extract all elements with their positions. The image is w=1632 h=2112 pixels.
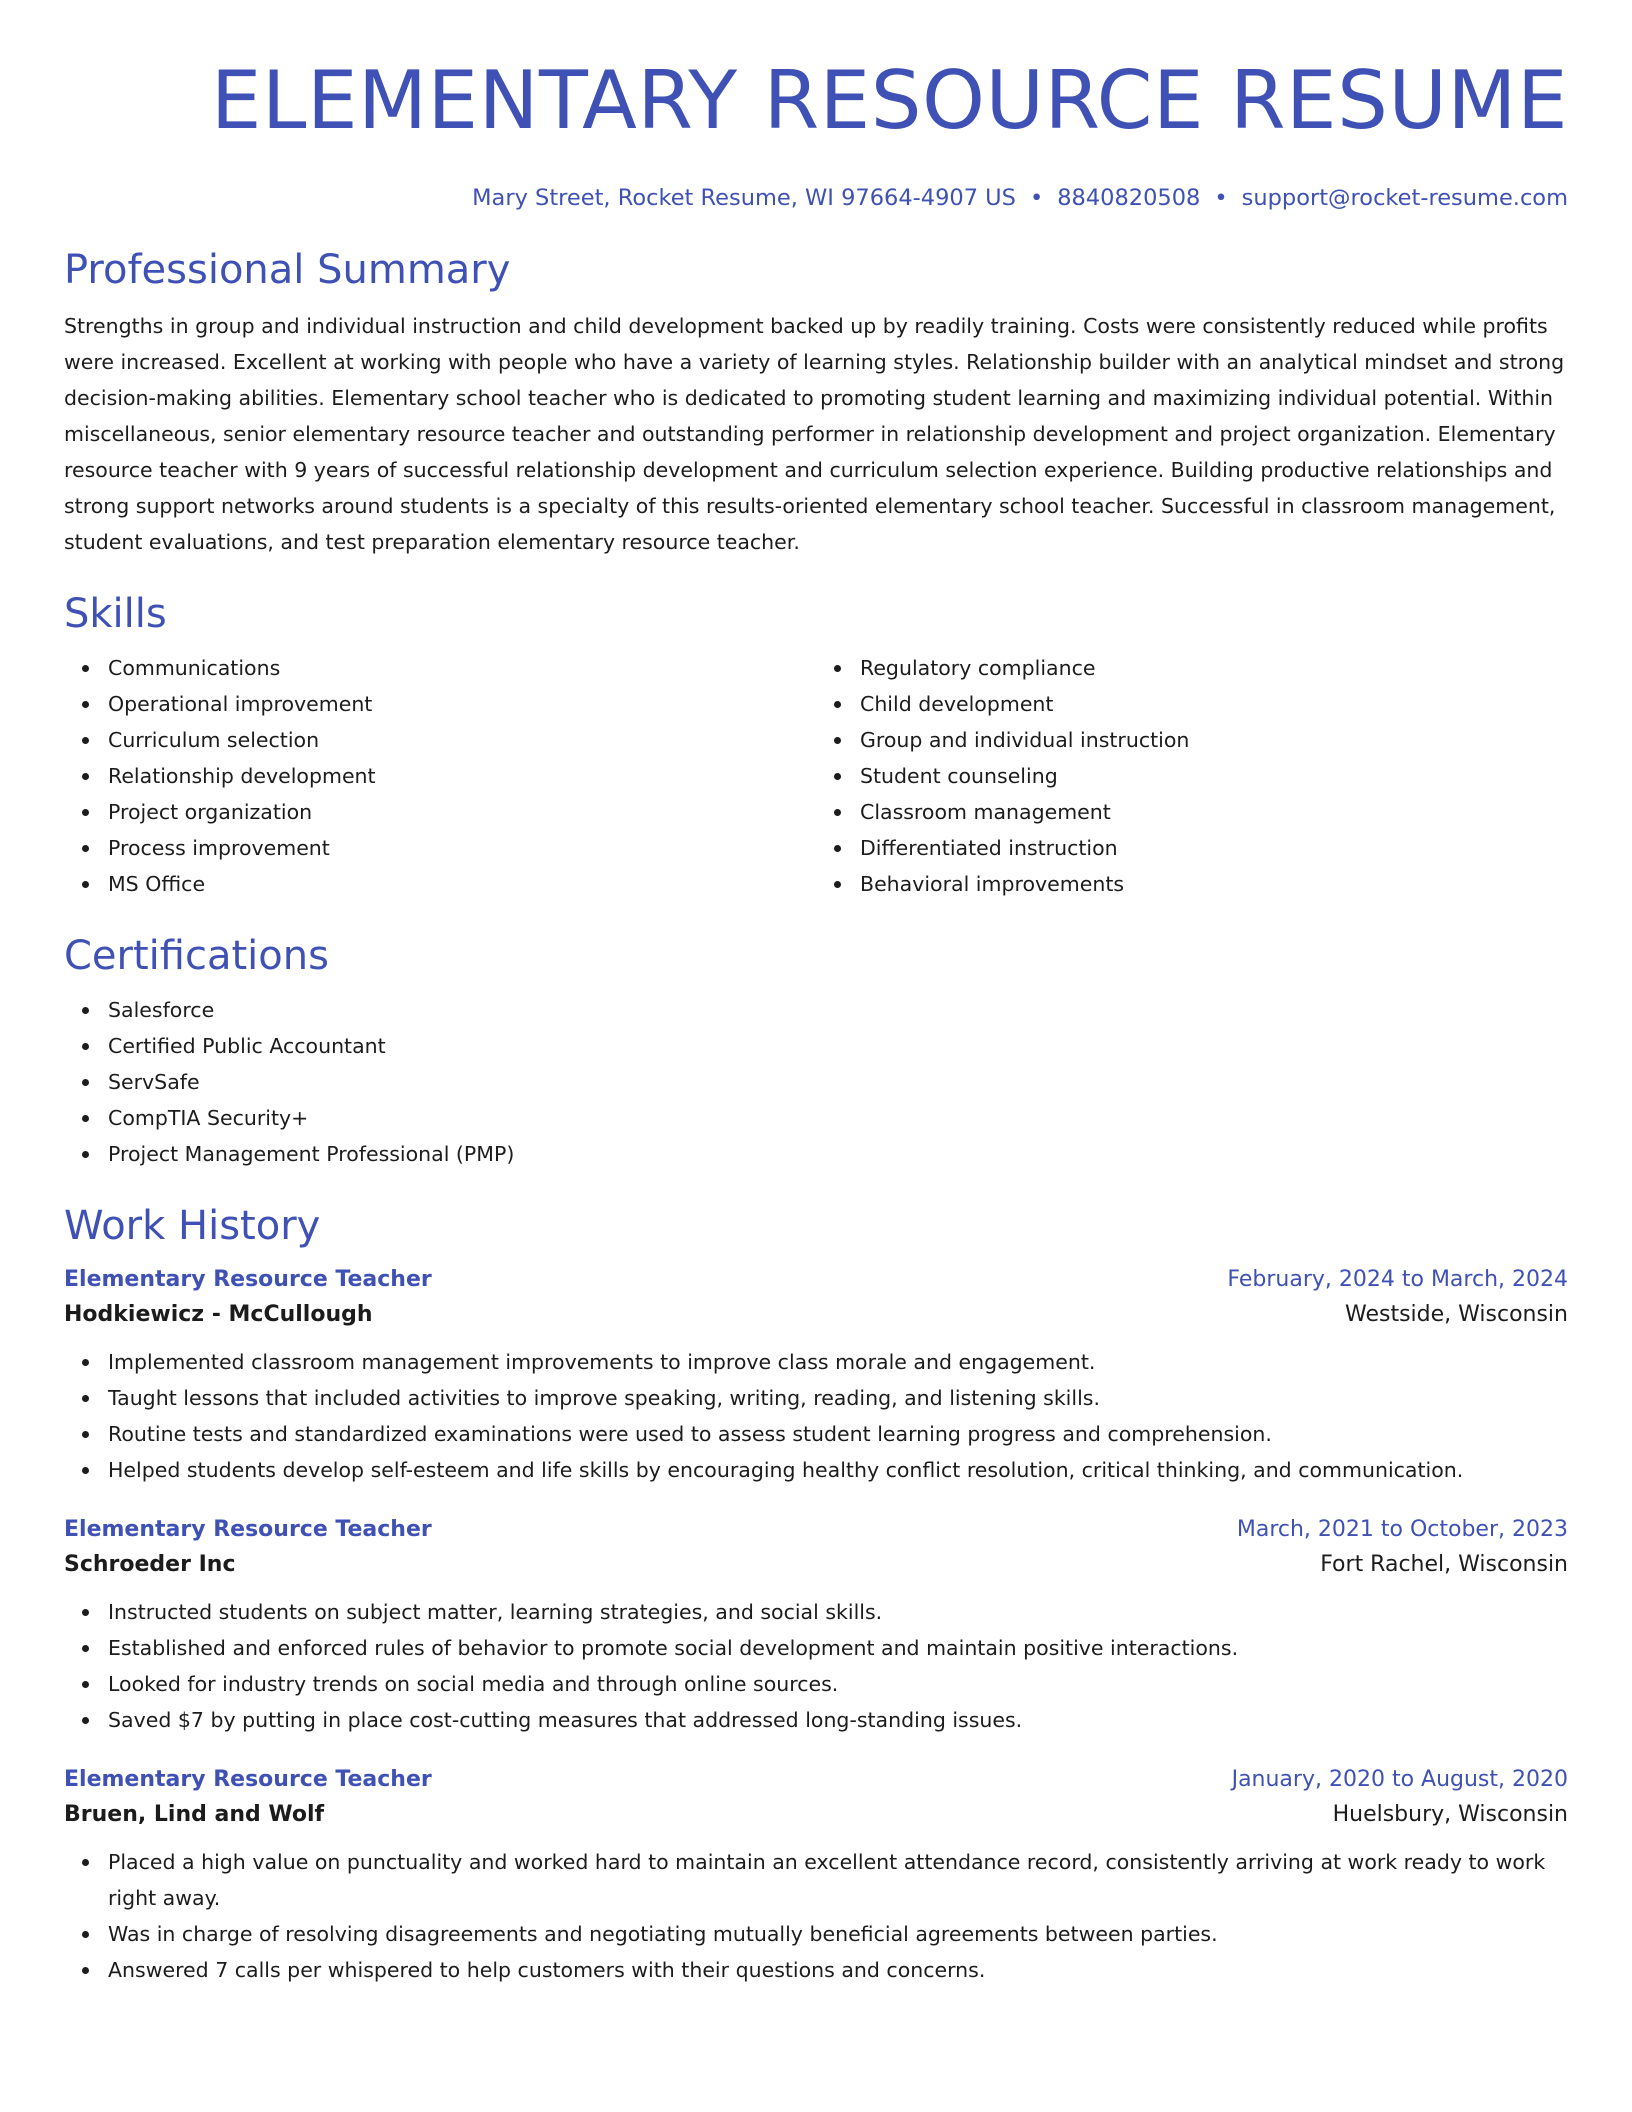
skill-item: Child development (860, 686, 1568, 722)
job-bullet: Saved $7 by putting in place cost-cutting measures that addressed long-standing issues. (108, 1702, 1568, 1738)
resume-page (64, 0, 1568, 1988)
job-company: Schroeder Inc (64, 1552, 236, 1577)
job-dates: January, 2020 to August, 2020 (1231, 1767, 1568, 1792)
job-header (64, 1514, 1568, 1546)
job-role: Elementary Resource Teacher (64, 1517, 432, 1542)
skills-heading: Skills (64, 591, 167, 637)
job-location: Fort Rachel, Wisconsin (1320, 1552, 1568, 1577)
job-bullet: Answered 7 calls per whispered to help customers with their questions and concerns. (108, 1952, 1568, 1988)
job-bullet: Established and enforced rules of behavior to promote social development and maintain positive interactions. (108, 1630, 1568, 1666)
skill-item: Operational improvement (108, 686, 816, 722)
job-bullet: Implemented classroom management improvements to improve class morale and engagement. (108, 1344, 1568, 1380)
summary-text: Strengths in group and individual instruction and child development backed up by readily training. Costs were consistently reduced while profits were increased. Excellent at working with people who have a variety of learning styles. Relationship builder with an analytical mindset and strong decision-making abilities. Elementary school teacher who is dedicated to promoting student learning and maximizing individual potential. Within miscellaneous, senior elementary resource teacher and outstanding performer in relationship development and project organization. Elementary resource teacher with 9 years of successful relationship development and curriculum selection experience. Building productive relationships and strong support networks around students is a specialty of this results-oriented elementary school teacher. Successful in classroom management, student evaluations, and test preparation elementary resource teacher. (64, 314, 1565, 554)
job-dates: February, 2024 to March, 2024 (1227, 1267, 1568, 1292)
skill-item: MS Office (108, 866, 816, 902)
job-role: Elementary Resource Teacher (64, 1267, 432, 1292)
job-company: Hodkiewicz - McCullough (64, 1302, 373, 1327)
certifications-heading: Certifications (64, 933, 329, 979)
contact-address: Mary Street, Rocket Resume, WI 97664-4907 US (472, 185, 1016, 211)
job-bullet: Looked for industry trends on social media and through online sources. (108, 1666, 1568, 1702)
skill-item: Project organization (108, 794, 816, 830)
job-role: Elementary Resource Teacher (64, 1767, 432, 1792)
work-history-heading: Work History (64, 1203, 321, 1249)
skill-item: Relationship development (108, 758, 816, 794)
contact-separator: • (1029, 185, 1044, 211)
skill-item: Differentiated instruction (860, 830, 1568, 866)
resume-title: ELEMENTARY RESOURCE RESUME (210, 54, 1568, 147)
skill-item: Regulatory compliance (860, 650, 1568, 686)
certification-item: ServSafe (108, 1064, 1568, 1100)
job-dates: March, 2021 to October, 2023 (1236, 1517, 1568, 1542)
job-bullets (64, 1594, 1568, 1738)
job-bullet: Instructed students on subject matter, learning strategies, and social skills. (108, 1594, 1568, 1630)
summary-heading: Professional Summary (64, 247, 511, 293)
skill-item: Student counseling (860, 758, 1568, 794)
skill-item: Group and individual instruction (860, 722, 1568, 758)
contact-email[interactable]: support@rocket-resume.com (1241, 185, 1568, 211)
certification-item: Certified Public Accountant (108, 1028, 1568, 1064)
job-subheader (64, 1796, 1568, 1834)
job-entry (64, 1264, 1568, 1488)
job-subheader (64, 1546, 1568, 1584)
job-bullets (64, 1344, 1568, 1488)
job-header (64, 1764, 1568, 1796)
skill-item: Communications (108, 650, 816, 686)
contact-phone[interactable]: 8840820508 (1057, 185, 1201, 211)
skill-item: Behavioral improvements (860, 866, 1568, 902)
job-bullet: Routine tests and standardized examinations were used to assess student learning progress and comprehension. (108, 1416, 1568, 1452)
skill-item: Process improvement (108, 830, 816, 866)
skill-item: Classroom management (860, 794, 1568, 830)
certification-item: Salesforce (108, 992, 1568, 1028)
certifications-list (64, 992, 1568, 1172)
job-entry (64, 1514, 1568, 1738)
job-bullet: Taught lessons that included activities to improve speaking, writing, reading, and listening skills. (108, 1380, 1568, 1416)
job-location: Westside, Wisconsin (1344, 1302, 1568, 1327)
job-bullet: Placed a high value on punctuality and worked hard to maintain an excellent attendance record, consistently arriving at work ready to work right away. (108, 1844, 1568, 1916)
job-entry (64, 1764, 1568, 1988)
skill-item: Curriculum selection (108, 722, 816, 758)
skills-list-right (816, 650, 1568, 902)
job-bullet: Helped students develop self-esteem and life skills by encouraging healthy conflict resolution, critical thinking, and communication. (108, 1452, 1568, 1488)
job-bullets (64, 1844, 1568, 1988)
contact-separator: • (1214, 185, 1228, 211)
job-bullet: Was in charge of resolving disagreements and negotiating mutually beneficial agreements between parties. (108, 1916, 1568, 1952)
job-subheader (64, 1296, 1568, 1334)
job-company: Bruen, Lind and Wolf (64, 1802, 325, 1827)
job-location: Huelsbury, Wisconsin (1332, 1802, 1568, 1827)
job-header (64, 1264, 1568, 1296)
skills-list-left (64, 650, 816, 902)
certification-item: CompTIA Security+ (108, 1100, 1568, 1136)
certification-item: Project Management Professional (PMP) (108, 1136, 1568, 1172)
skills-grid (64, 650, 1568, 902)
contact-line (64, 182, 1568, 214)
